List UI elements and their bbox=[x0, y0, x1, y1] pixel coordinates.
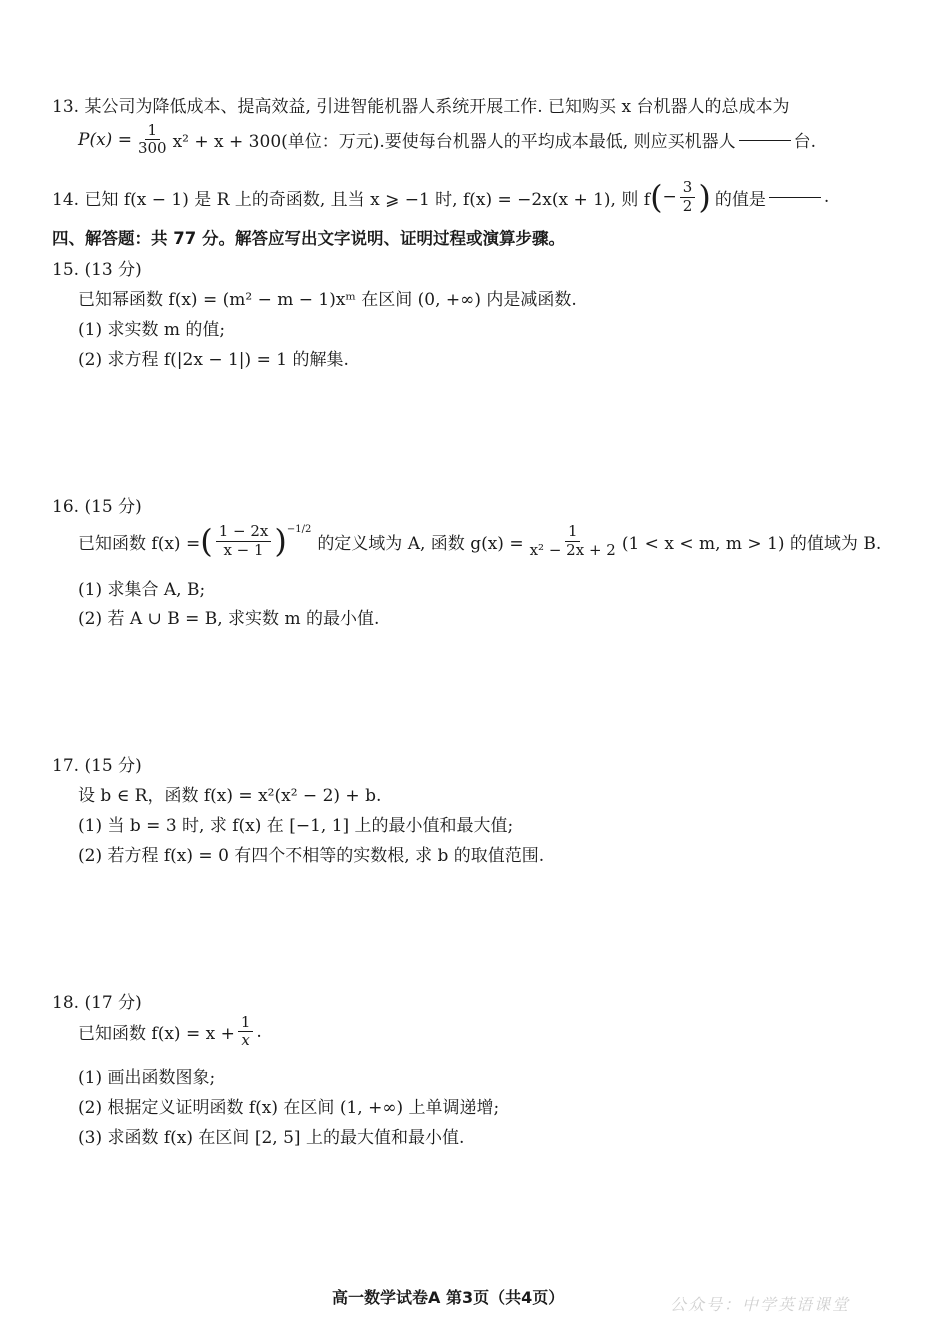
q14-left-paren: ( bbox=[650, 178, 663, 216]
q13-answer-blank[interactable] bbox=[739, 139, 791, 141]
q14-text-b: 的值是 bbox=[714, 189, 766, 210]
q16-part2: (2) 若 A ∪ B = B, 求实数 m 的最小值. bbox=[78, 609, 380, 629]
q14-right-paren: ) bbox=[698, 178, 711, 216]
q16-fraction1 bbox=[216, 523, 272, 559]
q16-frac1-num: 1 − 2x bbox=[216, 523, 272, 541]
q16-head: 16. (15 分) bbox=[52, 497, 142, 517]
q16-frac2-num: 1 bbox=[565, 523, 581, 541]
q16-left-paren: ( bbox=[200, 522, 213, 560]
q14-frac-prefix: − bbox=[662, 187, 677, 207]
q13-lhs: P(x) = bbox=[78, 129, 132, 150]
q18-fraction bbox=[238, 1014, 254, 1050]
q13-line1: 13. 某公司为降低成本、提高效益, 引进智能机器人系统开展工作. 已知购买 x 台机器人的总成本为 bbox=[52, 97, 790, 117]
q16-stem-b: 的定义域为 A, 函数 g(x) = bbox=[317, 533, 524, 554]
q14-answer-blank[interactable] bbox=[769, 196, 821, 198]
q14-text-a: 14. 已知 f(x − 1) 是 R 上的奇函数, 且当 x ⩾ −1 时, f(x) = −2x(x + 1), 则 f bbox=[52, 189, 651, 210]
section4-heading: 四、解答题：共 77 分。解答应写出文字说明、证明过程或演算步骤。 bbox=[52, 229, 565, 248]
q18-frac-den: x bbox=[241, 1031, 250, 1050]
q16-frac2-den: x² − 2x + 2 bbox=[529, 540, 616, 559]
q14-tail: . bbox=[823, 187, 830, 207]
q18-part1: (1) 画出函数图象; bbox=[78, 1068, 216, 1088]
q18-head: 18. (17 分) bbox=[52, 993, 142, 1013]
q13-fraction bbox=[135, 122, 170, 158]
q15-stem: 已知幂函数 f(x) = (m² − m − 1)xᵐ 在区间 (0, +∞) 内是减函数. bbox=[78, 290, 577, 310]
q16-right-paren: ) bbox=[274, 522, 287, 560]
q16-part1: (1) 求集合 A, B; bbox=[78, 580, 206, 600]
q17-head: 17. (15 分) bbox=[52, 756, 142, 776]
q16-exponent: −1/2 bbox=[286, 524, 312, 535]
q15-head: 15. (13 分) bbox=[52, 260, 142, 280]
q17-stem: 设 b ∈ R，函数 f(x) = x²(x² − 2) + b. bbox=[78, 786, 382, 806]
q16-fraction2 bbox=[527, 523, 619, 559]
q14-line bbox=[52, 178, 829, 216]
q15-part1: (1) 求实数 m 的值; bbox=[78, 320, 226, 340]
q14-frac-den: 2 bbox=[682, 196, 693, 215]
q16-frac1-den: x − 1 bbox=[223, 540, 264, 559]
q18-stem-a: 已知函数 f(x) = x + bbox=[78, 1024, 235, 1045]
q18-frac-num: 1 bbox=[238, 1014, 254, 1032]
q16-stem-a: 已知函数 f(x) = bbox=[78, 533, 201, 554]
q17-part1: (1) 当 b = 3 时, 求 f(x) 在 [−1, 1] 上的最小值和最大值; bbox=[78, 816, 514, 836]
q18-part2: (2) 根据定义证明函数 f(x) 在区间 (1, +∞) 上单调递增; bbox=[78, 1098, 500, 1118]
q13-frac-num: 1 bbox=[145, 122, 161, 140]
q14-frac-num: 3 bbox=[680, 179, 696, 197]
q15-part2: (2) 求方程 f(|2x − 1|) = 1 的解集. bbox=[78, 350, 349, 370]
page-footer: 高一数学试卷A 第3页（共4页） bbox=[332, 1288, 565, 1307]
q17-part2: (2) 若方程 f(x) = 0 有四个不相等的实数根, 求 b 的取值范围. bbox=[78, 846, 545, 866]
q13-line2 bbox=[78, 122, 816, 158]
q13-frac-den: 300 bbox=[137, 139, 167, 158]
q18-stem bbox=[78, 1014, 262, 1050]
q16-stem-c: (1 < x < m, m > 1) 的值域为 B. bbox=[621, 533, 882, 554]
watermark: 公众号：中学英语课堂 bbox=[670, 1295, 851, 1314]
q16-stem bbox=[78, 522, 881, 560]
q18-part3: (3) 求函数 f(x) 在区间 [2, 5] 上的最大值和最小值. bbox=[78, 1128, 465, 1148]
q13-tail: 台. bbox=[793, 132, 817, 153]
q14-fraction bbox=[680, 179, 696, 215]
q13-expr: x² + x + 300(单位：万元).要使每台机器人的平均成本最低, 则应买机器人 bbox=[172, 132, 736, 153]
q18-stem-b: . bbox=[256, 1021, 262, 1042]
